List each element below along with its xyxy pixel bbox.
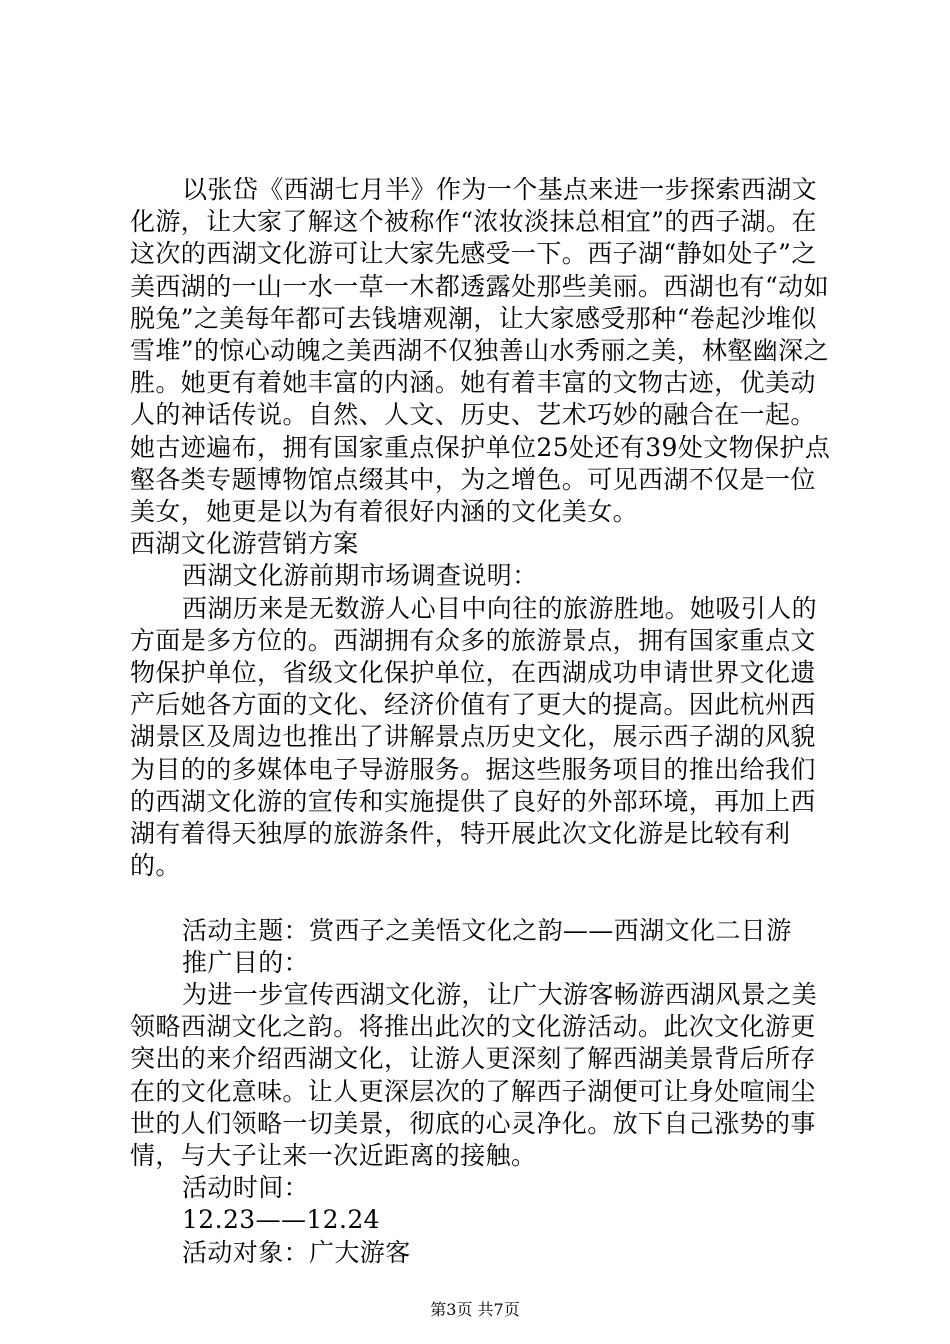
- activity-audience: 活动对象：广大游客: [182, 1237, 411, 1267]
- intro-paragraph: 以张岱《西湖七月半》作为一个基点来进一步探索西湖文化游，让大家了解这个被称作“浓妆淡抹总相宜”的西子湖。在这次的西湖文化游可让大家先感受一下。西子湖“静如处子”之美西湖的一山一水一草一木都透露处那些美丽。西湖也有“动如脱兔”之美每年都可去钱塘观潮，让大家感受那种“卷起沙堆似雪堆”的惊心动魄之美西湖不仅独善山水秀丽之美，林壑幽深之胜。她更有着她丰富的内涵。她有着丰富的文物古迹，优美动人的神话传说。自然、人文、历史、艺术巧妙的融合在一起。她古迹遍布，拥有国家重点保护单位25处还有39处文物保护点壑各类专题博物馆点缀其中，为之增色。可见西湖不仅是一位美女，她更是以为有着很好内涵的文化美女。: [130, 175, 831, 527]
- page-footer: [0, 1300, 950, 1320]
- survey-paragraph: 西湖历来是无数游人心目中向往的旅游胜地。她吸引人的方面是多方位的。西湖拥有众多的旅游景点，拥有国家重点文物保护单位，省级文化保护单位，在西湖成功申请世界文化遗产后她各方面的文化、经济价值有了更大的提高。因此杭州西湖景区及周边也推出了讲解景点历史文化，展示西子湖的风貌为目的的多媒体电子导游服务。据这些服务项目的推出给我们的西湖文化游的宣传和实施提供了良好的外部环境，再加上西湖有着得天独厚的旅游条件，特开展此次文化游是比较有利的。: [130, 593, 818, 881]
- survey-heading: 西湖文化游前期市场调查说明：: [182, 561, 538, 591]
- activity-time-value: 12.23——12.24: [182, 1205, 380, 1235]
- plan-title: 西湖文化游营销方案: [130, 529, 359, 559]
- paragraph-spacer: [130, 882, 835, 914]
- promotion-purpose-paragraph: 为进一步宣传西湖文化游，让广大游客畅游西湖风景之美领略西湖文化之韵。将推出此次的文化游活动。此次文化游更突出的来介绍西湖文化，让游人更深刻了解西湖美景背后所存在的文化意味。让人更深层次的了解西子湖便可让身处喧闹尘世的人们领略一切美景，彻底的心灵净化。放下自己涨势的事情，与大子让来一次近距离的接触。: [130, 980, 818, 1171]
- page-number: 第3页 共7页: [430, 1300, 520, 1319]
- activity-time-heading: 活动时间：: [182, 1173, 310, 1203]
- promotion-purpose-heading: 推广目的：: [182, 947, 310, 977]
- activity-theme: 活动主题：赏西子之美悟文化之韵——西湖文化二日游: [182, 915, 792, 945]
- document-body: [130, 174, 835, 1269]
